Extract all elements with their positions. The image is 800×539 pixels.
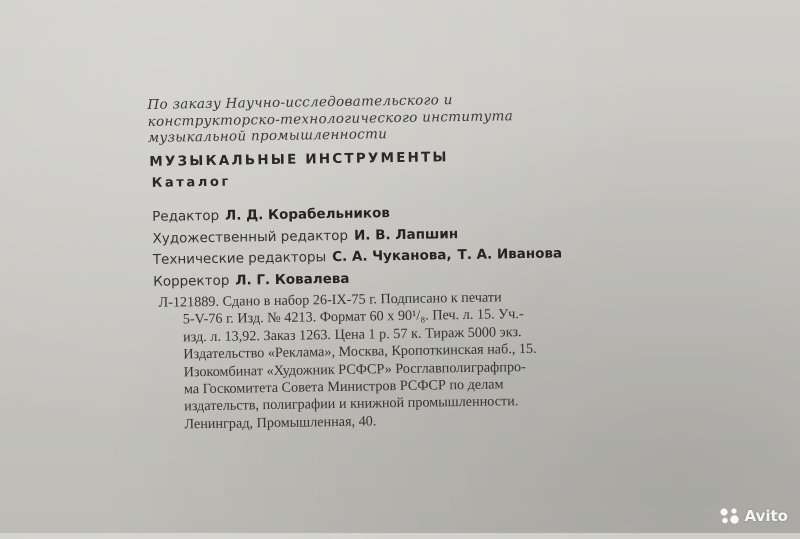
imprint-line: изд. л. 13,92. Заказ 1263. Цена 1 р. 57 к. Тираж 5000 экз. — [182, 323, 522, 346]
imprint-line: Л-121889. Сдано в набор 26-IX-75 г. Подписано к печати — [158, 289, 502, 311]
credit-name: Л. Г. Ковалева — [235, 270, 350, 289]
credit-name: Л. Д. Корабельников — [224, 205, 390, 224]
book-subtitle: Каталог — [151, 174, 231, 191]
imprint-block — [158, 289, 537, 434]
imprint-line: 5-V-76 г. Изд. № 4213. Формат 60 х 90¹/₈. Печ. л. 15. Уч.- — [182, 306, 524, 328]
avito-watermark — [719, 507, 788, 525]
commission-line: конструкторско-технологического института — [147, 107, 514, 130]
imprint-line: Ленинград, Промышленная, 40. — [184, 413, 377, 433]
commission-line: По заказу Научно-исследовательского и — [147, 92, 453, 113]
credit-name: Т. А. Иванова — [457, 245, 563, 264]
credit-role: Художественный редактор — [152, 227, 349, 247]
credits-list — [152, 200, 563, 292]
credit-name: И. В. Лапшин — [353, 225, 459, 244]
imprint-line: ма Госкомитета Совета Министров РСФСР по делам — [183, 376, 504, 398]
credit-role: Технические редакторы — [152, 249, 327, 268]
imprint-line: издательств, полиграфии и книжной промышленности. — [184, 393, 519, 415]
watermark-text: Avito — [744, 507, 788, 525]
credit-role: Корректор — [153, 272, 230, 290]
credit-name: С. А. Чуканова, — [332, 247, 452, 266]
commission-line: музыкальной промышленности — [147, 126, 388, 146]
imprint-line: Изокомбинат «Художник РСФСР» Росглавполиграфпро- — [183, 358, 526, 381]
avito-dots-icon — [719, 507, 741, 525]
book-title: МУЗЫКАЛЬНЫЕ ИНСТРУМЕНТЫ — [149, 149, 449, 170]
imprint-line: Издательство «Реклама», Москва, Кропоткинская наб., 15. — [183, 341, 537, 363]
commission-note — [147, 91, 513, 146]
book-title-block — [149, 149, 449, 191]
credit-role: Редактор — [152, 207, 220, 225]
